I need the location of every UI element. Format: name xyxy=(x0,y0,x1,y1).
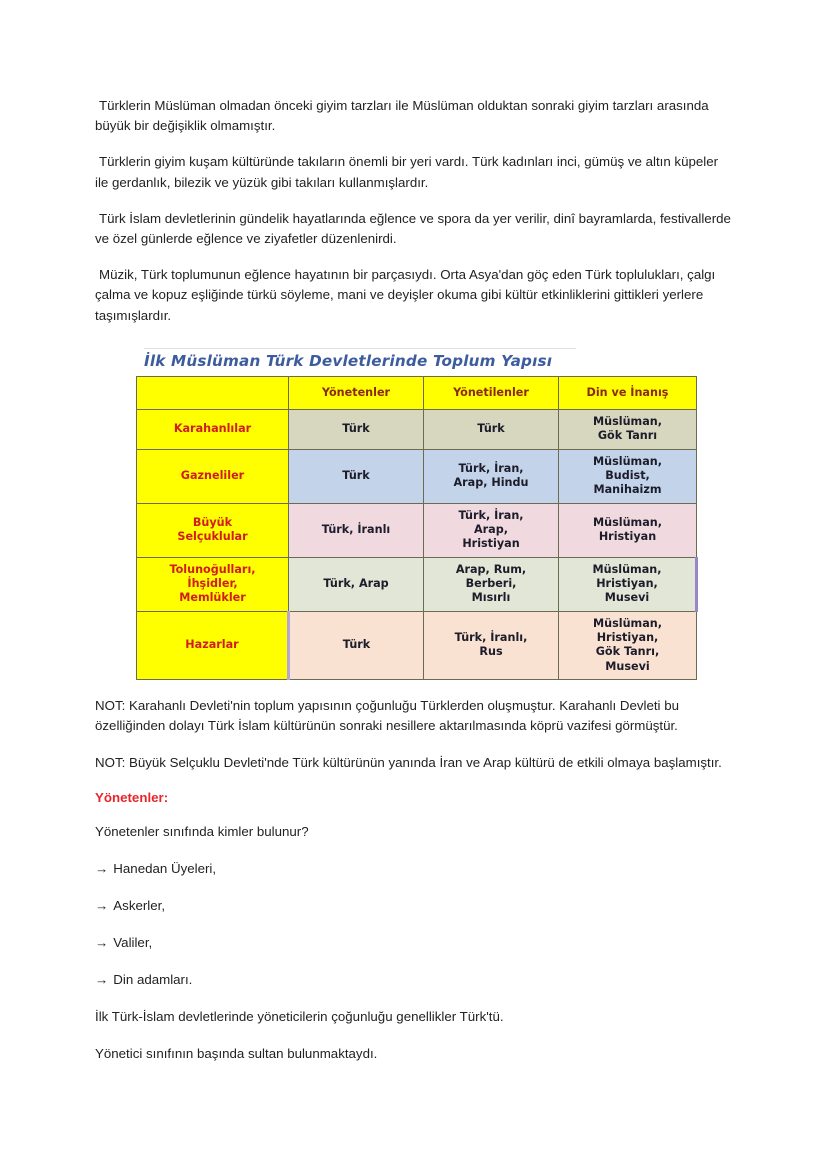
closing-paragraph-1: İlk Türk-İslam devletlerinde yöneticilerin çoğunluğu genellikler Türk'tü. xyxy=(95,1009,504,1024)
cell-yonetilenler: Türk, İran, Arap, Hindu xyxy=(424,449,559,503)
note-1: NOT: Karahanlı Devleti'nin toplum yapısının çoğunluğu Türklerden oluşmuştur. Karahanlı Devleti bu özelliğinden dolayı Türk İslam kültürünün sonraki nesillere aktarılmasında köprü vazifesi görmüştür. xyxy=(95,698,679,734)
table-header-row xyxy=(137,376,697,409)
cell-din: Müslüman, Gök Tanrı xyxy=(559,409,697,449)
paragraph-1: Türklerin Müslüman olmadan önceki giyim tarzları ile Müslüman olduktan sonraki giyim tarzları arasında büyük bir değişiklik olmamıştır. xyxy=(95,98,709,134)
list-item-label: Askerler, xyxy=(113,898,166,914)
cell-yonetilenler: Türk, İran, Arap, Hristiyan xyxy=(424,503,559,557)
cell-din: Müslüman, Budist, Manihaizm xyxy=(559,449,697,503)
paragraph-3: Türk İslam devletlerinin gündelik hayatlarında eğlence ve spora da yer verilir, dinî bayramlarda, festivallerde ve özel günlerde eğlence ve ziyafetler düzenlenirdi. xyxy=(95,210,731,247)
cell-yonetenler: Türk xyxy=(289,409,424,449)
table-header-yonetenler: Yönetenler xyxy=(289,376,424,409)
table-header-blank xyxy=(137,376,289,409)
arrow-icon: → xyxy=(95,935,109,951)
arrow-icon: → xyxy=(95,861,109,877)
cell-yonetilenler: Arap, Rum, Berberi, Mısırlı xyxy=(424,557,559,611)
document-content xyxy=(95,96,733,1081)
row-name-karahanlilar: Karahanlılar xyxy=(137,409,289,449)
arrow-icon: → xyxy=(95,898,109,914)
table-header-din: Din ve İnanış xyxy=(559,376,697,409)
cell-din: Müslüman, Hristiyan xyxy=(559,503,697,557)
figure-divider xyxy=(144,348,576,349)
list-item xyxy=(95,970,733,990)
table-row xyxy=(137,409,697,449)
table-row xyxy=(137,449,697,503)
note-2: NOT: Büyük Selçuklu Devleti'nde Türk kültürünün yanında İran ve Arap kültürü de etkili olmaya başlamıştır. xyxy=(95,754,722,770)
cell-yonetenler: Türk, İranlı xyxy=(289,503,424,557)
row-name-tolunogullari: Tolunoğulları, İhşidler, Memlükler xyxy=(137,557,289,611)
table-row xyxy=(137,503,697,557)
section-heading-yonetenler: Yönetenler: xyxy=(95,789,169,805)
table-row xyxy=(137,611,697,679)
table-header-yonetilenler: Yönetilenler xyxy=(424,376,559,409)
closing-paragraph-2: Yönetici sınıfının başında sultan bulunmaktaydı. xyxy=(95,1045,378,1061)
paragraph-4: Müzik, Türk toplumunun eğlence hayatının bir parçasıydı. Orta Asya'dan göç eden Türk toplulukları, çalgı çalma ve kopuz eşliğinde türkü söyleme, mani ve deyişler okuma gibi kültür etkinliklerini gittikleri yerlere taşımışlardır. xyxy=(95,267,716,323)
list-item xyxy=(95,933,733,953)
cell-yonetilenler: Türk xyxy=(424,409,559,449)
list-item xyxy=(95,896,733,916)
table-row xyxy=(137,557,697,611)
cell-yonetenler: Türk, Arap xyxy=(289,557,424,611)
row-name-buyuk-selcuklular: Büyük Selçuklular xyxy=(137,503,289,557)
society-structure-table xyxy=(136,376,698,680)
list-item-label: Valiler, xyxy=(113,935,153,951)
cell-yonetenler: Türk xyxy=(289,449,424,503)
table-title: İlk Müslüman Türk Devletlerinde Toplum Yapısı xyxy=(144,351,553,370)
question-text: Yönetenler sınıfında kimler bulunur? xyxy=(95,824,309,840)
society-structure-figure xyxy=(95,348,733,680)
row-name-gazneliler: Gazneliler xyxy=(137,449,289,503)
list-item xyxy=(95,859,733,879)
cell-yonetenler: Türk xyxy=(289,611,424,679)
paragraph-2: Türklerin giyim kuşam kültüründe takıların önemli bir yeri vardı. Türk kadınları inci, gümüş ve altın küpeler ile gerdanlık, bilezik ve yüzük gibi takıları kullanmışlardır. xyxy=(95,154,719,190)
cell-din: Müslüman, Hristiyan, Gök Tanrı, Musevi xyxy=(559,611,697,679)
arrow-icon: → xyxy=(95,972,109,988)
row-name-hazarlar: Hazarlar xyxy=(137,611,289,679)
list-item-label: Hanedan Üyeleri, xyxy=(113,861,217,877)
list-item-label: Din adamları. xyxy=(113,972,193,988)
cell-yonetilenler: Türk, İranlı, Rus xyxy=(424,611,559,679)
cell-din: Müslüman, Hristiyan, Musevi xyxy=(559,557,697,611)
